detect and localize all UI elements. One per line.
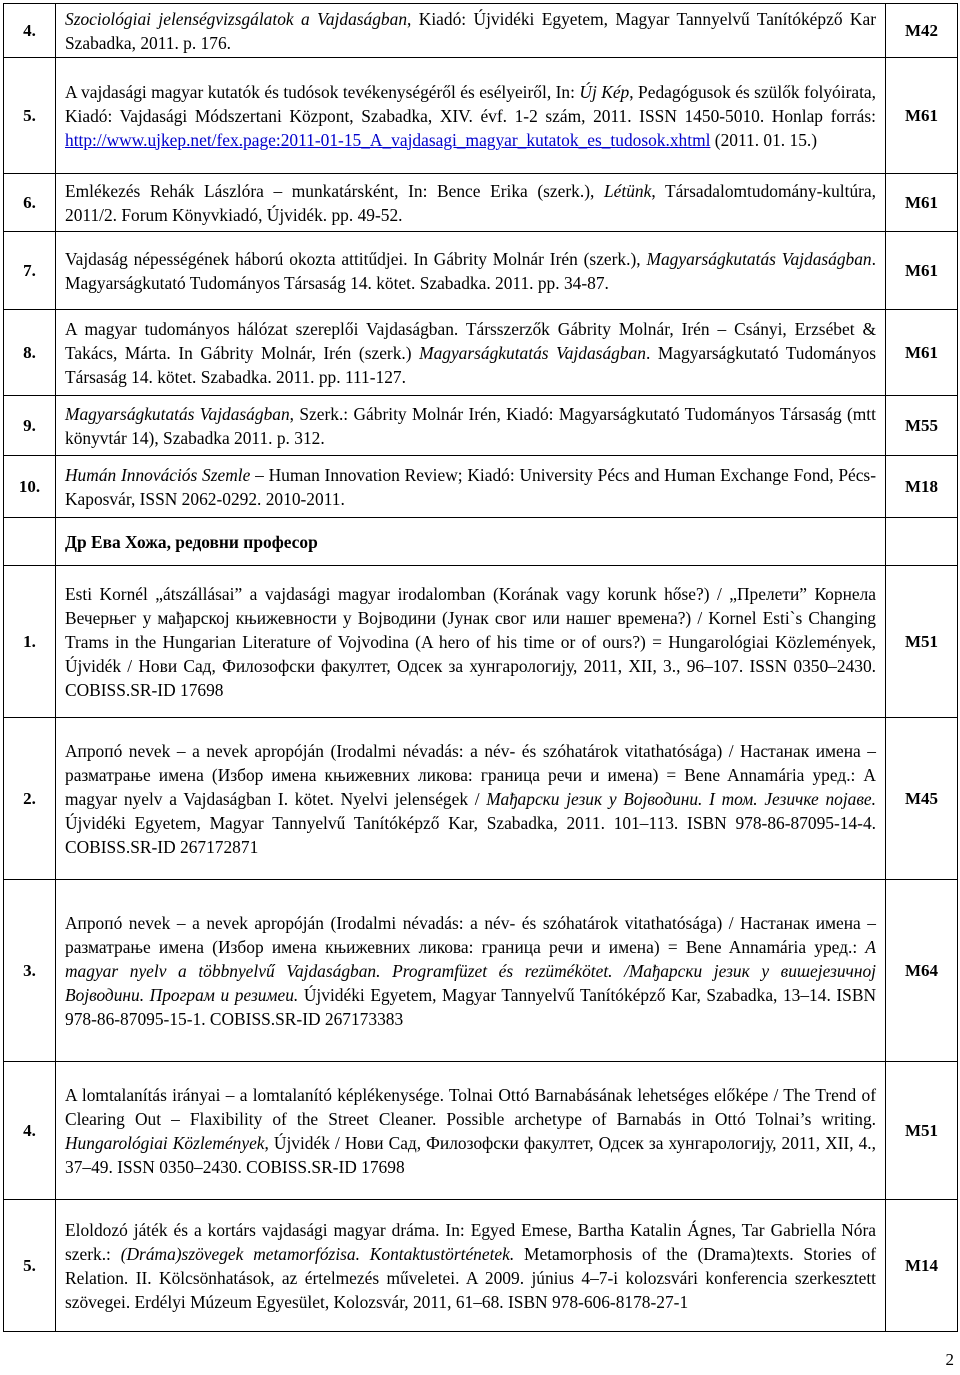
entry-citation [56,396,886,456]
citation-italic-part: (Dráma)szövegek metamorfózisa. Kontaktustörténetek. [120,1243,515,1264]
category-code: M64 [886,880,958,1062]
citation-italic-part: A magyar nyelv a többnyelvű Vajdaságban. Programfüzet és rezümékötet. /Мађарски језик у вишејезичној Војводини. Програм и резимеи. [65,936,876,1005]
entry-citation [56,58,886,174]
entry-row [4,1200,958,1332]
author-header-row [4,518,958,566]
entry-row [4,310,958,396]
entry-citation [56,232,886,310]
citation-part: Újvidéki Egyetem, Magyar Tannyelvű Tanítóképző Kar, Szabadka, 13–14. ISBN 978-86-87095-15-1. COBISS.SR-ID 267173383 [65,984,876,1029]
entry-row [4,718,958,880]
source-link[interactable]: http://www.ujkep.net/fex.page:2011-01-15_A_vajdasagi_magyar_kutatok_es_tudosok.xhtml [65,129,711,150]
category-code: M18 [886,456,958,518]
entry-citation [56,1200,886,1332]
entry-number: 9. [4,396,56,456]
citation-part: Апропó nevek – a nevek apropóján (Irodalmi névadás: a név- és szóhatárok vitathatósága) / Настанак имена – разматрање имена (Избор имена књижевних ликова: граница речи и имена) = Bene Annamária уред.: A magyar nyelv a Vajdaságban I. kötet. Nyelvi jelenségek / [65,740,876,809]
entry-row [4,174,958,232]
category-code: M45 [886,718,958,880]
category-code: M51 [886,1062,958,1200]
entry-number: 4. [4,4,56,58]
entry-number: 5. [4,58,56,174]
page-number: 2 [945,1350,954,1369]
entry-row [4,880,958,1062]
entry-row [4,4,958,58]
citation-part: , Szerk.: Gábrity Molnár Irén, Kiadó: Magyarságkutató Tudományos Társaság (mtt könyvtár 14), Szabadka 2011. p. 312. [65,403,876,448]
entry-row [4,58,958,174]
citation-part: , Újvidék / Нови Сад, Филозофски факултет, Одсек за хунгарологију, 2011, XII, 4., 37–49. ISSN 0350–2430. COBISS.SR-ID 17698 [65,1132,876,1177]
citation-part: Emlékezés Rehák Lászlóra – munkatársként, In: Bence Erika (szerk.), [65,180,604,201]
citation-italic-part: Humán Innovációs Szemle [65,464,251,485]
entry-citation [56,1062,886,1200]
header-empty-cell [4,518,56,566]
citation-part: Апропó nevek – a nevek apropóján (Irodalmi névadás: a név- és szóhatárok vitathatósága) / Настанак имена – разматрање имена (Избор имена књижевних ликова: граница речи и имена) = Bene Annamária уред.: [65,912,876,957]
citation-part: , Kiadó: Újvidéki Egyetem, Magyar Tannyelvű Tanítóképző Kar Szabadka, 2011. p. 176. [65,8,876,53]
entry-number: 10. [4,456,56,518]
entry-row [4,232,958,310]
category-code: M55 [886,396,958,456]
entry-number: 4. [4,1062,56,1200]
entry-number: 6. [4,174,56,232]
citation-part: Metamorphosis of the (Drama)texts. Stories of Relation. II. Kölcsönhatások, az értelmezés műveletei. A 2009. június 4–7-i kolozsvári konferencia szerkesztett szövegei. Erdélyi Múzeum Egyesület, Kolozsvár, 2011, 61–68. ISBN 978-606-8178-27-1 [65,1243,876,1312]
citation-italic-part: Magyarságkutatás Vajdaságban [646,248,872,269]
entry-number: 7. [4,232,56,310]
entry-citation [56,310,886,396]
citation-part: A lomtalanítás irányai – a lomtalanító képlékenysége. Tolnai Ottó Barnabásának lehetséges előképe / The Trend of Clearing Out – Flaxibility of the Street Cleaner. Possible archetype of Barnabás in Ottó Tolnai’s writing. [65,1084,876,1129]
citation-part: A vajdasági magyar kutatók és tudósok tevékenységéről és esélyeiről, In: [65,81,580,102]
citation-italic-part: Мађарски језик у Војводини. I том. Језичке појаве. [486,788,876,809]
bibliography-table [3,3,958,1332]
category-code: M61 [886,58,958,174]
citation-italic-part: Magyarságkutatás Vajdaságban [65,403,290,424]
citation-part: . Magyarságkutató Tudományos Társaság 14. kötet. Szabadka. 2011. pp. 34-87. [65,248,876,293]
citation-italic-part: Létünk [603,180,652,201]
category-code: M61 [886,174,958,232]
citation-part: (2011. 01. 15.) [710,129,818,150]
citation-part: . Magyarságkutató Tudományos Társaság 14. kötet. Szabadka. 2011. pp. 111-127. [65,342,876,387]
citation-italic-part: Szociológiai jelenségvizsgálatok a Vajdaságban [65,8,408,29]
entry-number: 5. [4,1200,56,1332]
entry-citation [56,880,886,1062]
entry-row [4,566,958,718]
entry-citation [56,174,886,232]
citation-italic-part: Magyarságkutatás Vajdaságban [419,342,646,363]
category-code: M42 [886,4,958,58]
entry-citation [56,566,886,718]
entry-number: 1. [4,566,56,718]
citation-part: Esti Kornél „átszállásai” a vajdasági magyar irodalomban (Korának vagy korunk hőse?) / „Прелети” Корнела Вечерњег у мађарској књижевности у Војводини (Јунак свог или нашег времена?) / Kornel Esti`s Changing Trams in the Hungarian Literature of Vojvodina (A hero of his time or of ours?) = Hungarológiai Közlemények, Újvidék / Нови Сад, Филозофски факултет, Одсек за хунгарологију, 2011, XII, 3., 96–107. ISSN 0350–2430. COBISS.SR-ID 17698 [65,583,876,700]
entry-row [4,396,958,456]
citation-part: Eloldozó játék és a kortárs vajdasági magyar dráma. In: Egyed Emese, Bartha Katalin Ágnes, Tar Gabriella Nóra szerk.: [65,1219,876,1264]
entry-citation [56,4,886,58]
category-code: M61 [886,232,958,310]
entry-row [4,1062,958,1200]
category-code: M61 [886,310,958,396]
section-2-body [4,566,958,1332]
citation-italic-part: Hungarológiai Közlemények [65,1132,265,1153]
entry-citation [56,718,886,880]
entry-citation [56,456,886,518]
citation-part: A magyar tudományos hálózat szereplői Vajdaságban. Társszerzők Gábrity Molnár, Irén – Csányi, Erzsébet & Takács, Márta. In Gábrity Molnár, Irén (szerk.) [65,318,876,363]
author-header-body [4,518,958,566]
entry-row [4,456,958,518]
citation-part: , Pedagógusok és szülők folyóirata, Kiadó: Vajdasági Módszertani Központ, Szabadka, XIV. évf. 1-2 szám, 2011. ISSN 1450-5010. Honlap forrás: [65,81,876,126]
entry-number: 3. [4,880,56,1062]
citation-italic-part: Új Kép [579,81,630,102]
section-1-body [4,4,958,518]
citation-part: , Társadalomtudomány-kultúra, 2011/2. Forum Könyvkiadó, Újvidék. pp. 49-52. [65,180,876,225]
category-code: M51 [886,566,958,718]
entry-number: 2. [4,718,56,880]
entry-number: 8. [4,310,56,396]
bibliography-sheet [3,3,957,1332]
citation-part: – Human Innovation Review; Kiadó: University Pécs and Human Exchange Fond, Pécs-Kaposvár, ISSN 2062-0292. 2010-2011. [65,464,876,509]
header-empty-code-cell [886,518,958,566]
author-header: Др Ева Хожа, редовни професор [56,518,886,566]
category-code: M14 [886,1200,958,1332]
citation-part: Vajdaság népességének háború okozta attitűdjei. In Gábrity Molnár Irén (szerk.), [65,248,647,269]
citation-part: Újvidéki Egyetem, Magyar Tannyelvű Tanítóképző Kar, Szabadka, 2011. 101–113. ISBN 978-86-87095-14-4. COBISS.SR-ID 267172871 [65,812,876,857]
